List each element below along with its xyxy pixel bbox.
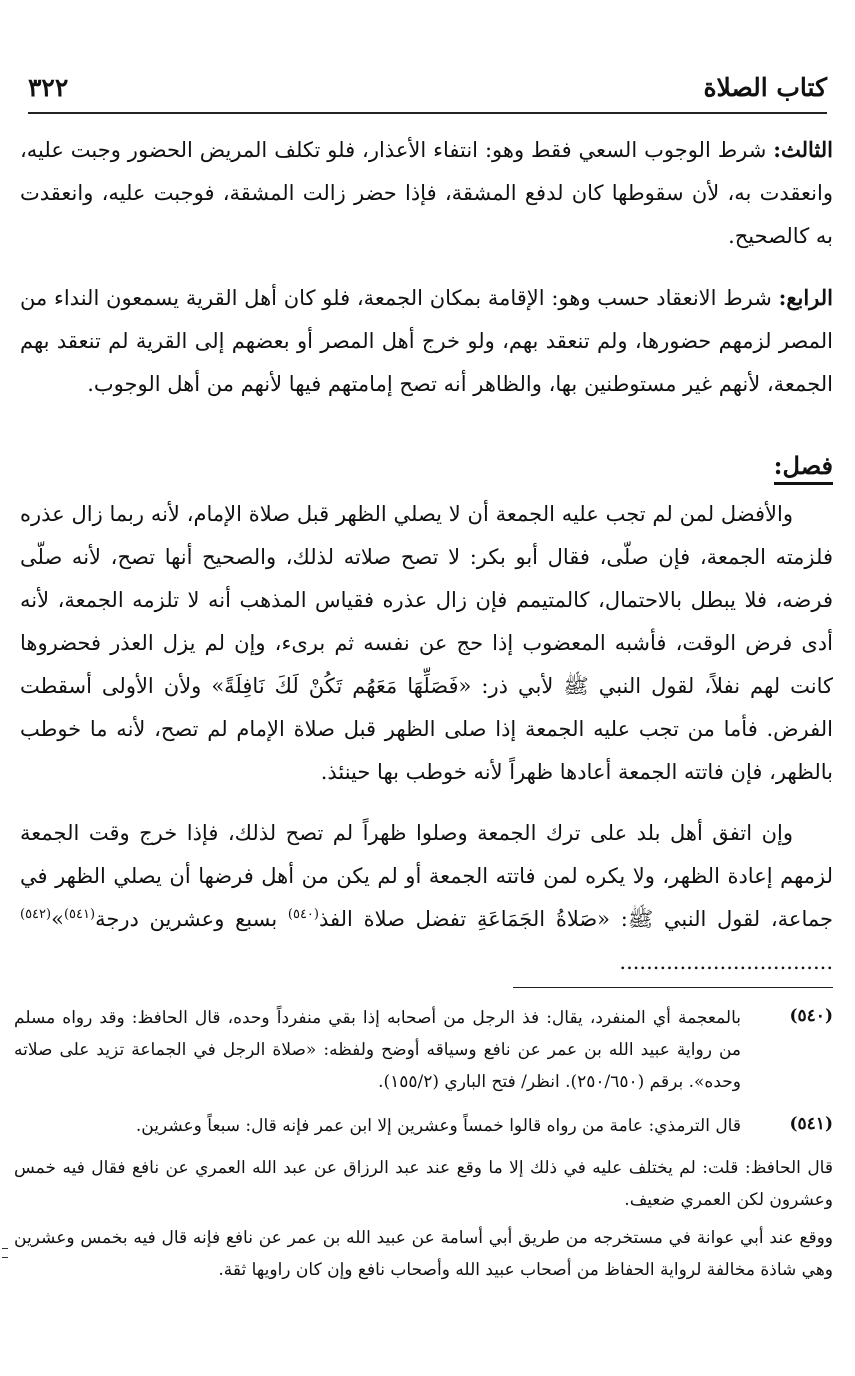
footnote-number: (٥٤٠)	[789, 1006, 833, 1026]
footnote-ref[interactable]: (٥٤٠)	[287, 907, 319, 922]
footnote-text	[14, 1108, 741, 1148]
footnote-number: (٥٤١)	[789, 1114, 833, 1134]
footnote-ref[interactable]: (٥٤١)	[63, 907, 96, 922]
paragraph-town-agreement	[20, 812, 833, 984]
footnote-ref[interactable]: (٥٤٢)	[20, 907, 52, 922]
footnote-paragraph: قال الترمذي: عامة من رواه قالوا خمساً وعشرين إلا ابن عمر فإنه قال: سبعاً وعشرين.	[135, 1116, 741, 1136]
paragraph-lead: الرابع:	[778, 285, 833, 310]
footnote-text	[14, 1000, 741, 1104]
leader-dots: ................................	[619, 950, 833, 974]
running-title: كتاب الصلاة	[703, 72, 827, 102]
footnotes	[14, 1000, 833, 1292]
paragraph-text: بسبع وعشرين درجة	[95, 907, 288, 931]
paragraph-lead: الثالث:	[773, 137, 833, 162]
main-text	[20, 128, 833, 1002]
section-title: فصل:	[774, 450, 833, 485]
footnote-continuation: قال الحافظ: قلت: لم يختلف عليه في ذلك إلا ما وقع عند عبد الرزاق عن عبد الله العمري عن نافع فقال فيه خمس وعشرون لكن العمري ضعيف.	[14, 1158, 833, 1210]
footnote-divider	[513, 987, 833, 988]
footnote-paragraph: بالمعجمة أي المنفرد، يقال: فذ الرجل من أصحابه إذا بقي منفرداً وحده، قال الحافظ: وقد رواه مسلم من رواية عبيد الله بن عمر عن نافع وسياقه أوضح ولفظه: «صلاة الرجل في الجماعة تزيد على صلاته وحده». برقم (٢٥٠/٦٥٠). انظر/ فتح الباري (١٥٥/٢).	[14, 1008, 741, 1092]
paragraph-text: شرط الوجوب السعي فقط وهو: انتفاء الأعذار، فلو تكلف المريض الحضور وجبت عليه، وانعقدت به، لأن سقوطها كان لدفع المشقة، فإذا حضر زالت المشقة، فوجبت عليه، وانعقدت به كالصحيح.	[20, 138, 833, 248]
margin-mark	[2, 1248, 8, 1258]
paragraph-text: شرط الانعقاد حسب وهو: الإقامة بمكان الجمعة، فلو كان أهل القرية يسمعون النداء من المصر لزمهم حضورها، ولم تنعقد بهم، ولو خرج أهل المصر أو بعضهم إلى القرية لم تنعقد بهم الجمعة، لأنهم غير مستوطنين بها، والظاهر أنه تصح إمامتهم فيها لأنهم من أهل الوجوب.	[20, 286, 833, 396]
paragraph-fourth-condition	[20, 276, 833, 406]
page-number: ٣٢٢	[28, 72, 69, 102]
paragraph-text: »	[51, 907, 64, 931]
paragraph-text: وإن اتفق أهل بلد على ترك الجمعة وصلوا ظهراً لم تصح لذلك، فإذا خرج وقت الجمعة لزمهم إعادة الظهر، ولا يكره لمن فاتته الجمعة أو لم يكن من أهل فرضها أن يصلي الظهر في جماعة، لقول النبي ﷺ: «صَلاةُ الجَمَاعَةِ تفضل صلاة الفذ	[20, 821, 833, 931]
paragraph-third-condition	[20, 128, 833, 258]
footnote-541	[14, 1108, 833, 1148]
paragraph-preference: والأفضل لمن لم تجب عليه الجمعة أن لا يصلي الظهر قبل صلاة الإمام، لأنه ربما زال عذره فلزمته الجمعة، فإن صلّى، فقال أبو بكر: لا تصح صلاته لذلك، والصحيح أنها تصح، لأنه صلّى فرضه، فلا يبطل بالاحتمال، كالمتيمم فإن زال عذره فقياس المذهب أنه لا تلزمه الجمعة، لأنه أدى فرض الوقت، فأشبه المعضوب إذا حج عن نفسه ثم برىء، وإن لم يزل العذر فحضروها كانت لهم نفلاً، لقول النبي ﷺ لأبي ذر: «فَصَلِّهَا مَعَهُم تَكُنْ لَكَ نَافِلَةً» ولأن الأولى أسقطت الفرض. فأما من تجب عليه الجمعة إذا صلى الظهر قبل صلاة الإمام لم تصح، لأنه ما خوطب بالظهر، فإن فاتته الجمعة أعادها ظهراً لأنه خوطب بها حينئذ.	[20, 502, 833, 784]
footnote-continuation: ووقع عند أبي عوانة في مستخرجه من طريق أبي أسامة عن عبيد الله بن عمر عن نافع فإنه قال فيه بخمس وعشرين وهي شاذة مخالفة لرواية الحفاظ من أصحاب عبيد الله وأصحاب نافع وإن كان راويها ثقة.	[14, 1228, 833, 1280]
footnote-540	[14, 1000, 833, 1104]
page-header	[28, 62, 827, 114]
